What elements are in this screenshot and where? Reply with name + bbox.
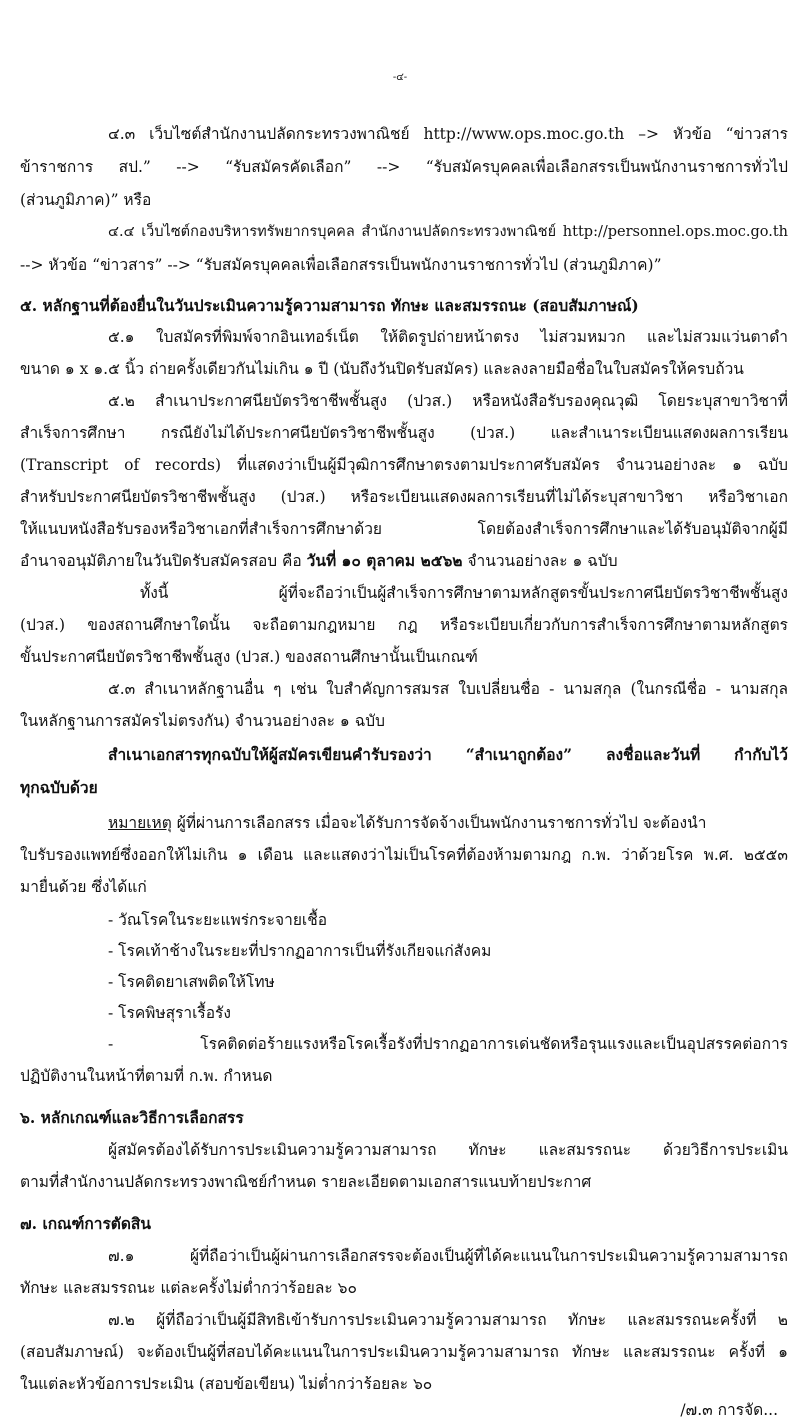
s4-line-4: ๔.๔ เว็บไซต์กองบริหารทรัพยากรบุคคล สำนักงานปลัดกระทรวงพาณิชย์ http://personnel.ops.moc.go.th <box>108 224 788 240</box>
s5-2-line-6 <box>20 551 618 571</box>
s4-line-3: (ส่วนภูมิภาค)” หรือ <box>20 191 152 209</box>
s7-2-line-3: ในแต่ละหัวข้อการประเมิน (สอบข้อเขียน) ไม่ต่ำกว่าร้อยละ ๖๐ <box>20 1375 433 1393</box>
note-line-2: ใบรับรองแพทย์ซึ่งออกให้ไม่เกิน ๑ เดือน และแสดงว่าไม่เป็นโรคที่ต้องห้ามตามกฎ ก.พ. ว่าด้วยโรค พ.ศ. ๒๕๕๓ <box>20 846 788 864</box>
note-label: หมายเหตุ <box>108 814 172 832</box>
disease-item: - โรคเท้าช้างในระยะที่ปรากฏอาการเป็นที่รังเกียจแก่สังคม <box>108 942 492 960</box>
s5-2-line-5: ให้แนบหนังสือรับรองหรือวิชาเอกที่สำเร็จการศึกษาด้วย โดยต้องสำเร็จการศึกษาและได้รับอนุมัติจากผู้มี <box>20 520 788 538</box>
disease-item: - โรคติดต่อร้ายแรงหรือโรคเรื้อรังที่ปรากฏอาการเด่นชัดหรือรุนแรงและเป็นอุปสรรคต่อการ <box>108 1035 788 1053</box>
s6-line-1: ผู้สมัครต้องได้รับการประเมินความรู้ความสามารถ ทักษะ และสมรรถนะ ด้วยวิธีการประเมิน <box>108 1141 788 1159</box>
certify-copy-line-1: สำเนาเอกสารทุกฉบับให้ผู้สมัครเขียนคำรับรองว่า “สำเนาถูกต้อง” ลงชื่อและวันที่ กำกับไว้ <box>108 745 788 764</box>
s5-1-line-1: ๕.๑ ใบสมัครที่พิมพ์จากอินเทอร์เน็ต ให้ติดรูปถ่ายหน้าตรง ไม่สวมหมวก และไม่สวมแว่นตาดำ <box>108 328 788 346</box>
s5-2-line-2: สำเร็จการศึกษา กรณียังไม่ได้ประกาศนียบัตรวิชาชีพชั้นสูง (ปวส.) และสำเนาระเบียนแสดงผลการเรียน <box>20 424 788 442</box>
s5-2-note-line-1: ทั้งนี้ ผู้ที่จะถือว่าเป็นผู้สำเร็จการศึกษาตามหลักสูตรขั้นประกาศนียบัตรวิชาชีพชั้นสูง <box>140 584 788 602</box>
certify-copy-line-2: ทุกฉบับด้วย <box>20 778 98 797</box>
note-line-1-text: ผู้ที่ผ่านการเลือกสรร เมื่อจะได้รับการจัดจ้างเป็นพนักงานราชการทั่วไป จะต้องนำ <box>171 814 707 832</box>
disease-item-continuation: ปฏิบัติงานในหน้าที่ตามที่ ก.พ. กำหนด <box>20 1067 273 1085</box>
s4-line-1: ๔.๓ เว็บไซต์สำนักงานปลัดกระทรวงพาณิชย์ http://www.ops.moc.go.th –> หัวข้อ “ข่าวสาร <box>108 125 788 143</box>
s5-2-line-6-tail: จำนวนอย่างละ ๑ ฉบับ <box>462 552 618 570</box>
s7-heading: ๗. เกณฑ์การตัดสิน <box>20 1214 151 1233</box>
s5-2-line-6-text: อำนาจอนุมัติภายในวันปิดรับสมัครสอบ คือ <box>20 552 307 570</box>
note-line-3: มายื่นด้วย ซึ่งได้แก่ <box>20 878 147 896</box>
note-line-1 <box>108 813 706 833</box>
s5-2-note-line-2: (ปวส.) ของสถานศึกษาใดนั้น จะถือตามกฎหมาย กฎ หรือระเบียบเกี่ยวกับการสำเร็จการศึกษาตามหลักสูตร <box>20 616 788 634</box>
s7-2-line-2: (สอบสัมภาษณ์) จะต้องเป็นผู้ที่สอบได้คะแนนในการประเมินความรู้ความสามารถ ทักษะ และสมรรถนะ ครั้งที่ ๑ <box>20 1343 788 1361</box>
s5-2-line-4: สำหรับประกาศนียบัตรวิชาชีพชั้นสูง (ปวส.) หรือระเบียนแสดงผลการเรียนที่ไม่ได้ระบุสาขาวิชา หรือวิชาเอก <box>20 488 788 506</box>
s6-line-2: ตามที่สำนักงานปลัดกระทรวงพาณิชย์กำหนด รายละเอียดตามเอกสารแนบท้ายประกาศ <box>20 1173 592 1191</box>
s5-3-line-1: ๕.๓ สำเนาหลักฐานอื่น ๆ เช่น ใบสำคัญการสมรส ใบเปลี่ยนชื่อ - นามสกุล (ในกรณีชื่อ - นามสกุล <box>108 680 788 698</box>
s4-line-5: --> หัวข้อ “ข่าวสาร” --> “รับสมัครบุคคลเพื่อเลือกสรรเป็นพนักงานราชการทั่วไป (ส่วนภูมิภาค)” <box>20 256 662 274</box>
deadline-date: วันที่ ๑๐ ตุลาคม ๒๕๖๒ <box>306 551 463 570</box>
s5-heading: ๕. หลักฐานที่ต้องยื่นในวันประเมินความรู้ความสามารถ ทักษะ และสมรรถนะ (สอบสัมภาษณ์) <box>20 296 639 315</box>
disease-item: - โรคติดยาเสพติดให้โทษ <box>108 973 275 991</box>
s5-1-line-2: ขนาด ๑ x ๑.๕ นิ้ว ถ่ายครั้งเดียวกันไม่เกิน ๑ ปี (นับถึงวันปิดรับสมัคร) และลงลายมือชื่อในใบสมัครให้ครบถ้วน <box>20 360 744 378</box>
s5-2-line-1: ๕.๒ สำเนาประกาศนียบัตรวิชาชีพชั้นสูง (ปวส.) หรือหนังสือรับรองคุณวุฒิ โดยระบุสาขาวิชาที่ <box>108 392 788 410</box>
s7-2-line-1: ๗.๒ ผู้ที่ถือว่าเป็นผู้มีสิทธิเข้ารับการประเมินความรู้ความสามารถ ทักษะ และสมรรถนะครั้งที่ ๒ <box>108 1311 788 1329</box>
page-number: -๔- <box>392 72 408 83</box>
s7-1-line-1: ๗.๑ ผู้ที่ถือว่าเป็นผู้ผ่านการเลือกสรรจะต้องเป็นผู้ที่ได้คะแนนในการประเมินความรู้ความสามารถ <box>108 1247 788 1265</box>
continuation-marker: /๗.๓ การจัด... <box>680 1401 778 1419</box>
disease-item: - โรคพิษสุราเรื้อรัง <box>108 1004 231 1022</box>
s6-heading: ๖. หลักเกณฑ์และวิธีการเลือกสรร <box>20 1108 244 1127</box>
s7-1-line-2: ทักษะ และสมรรถนะ แต่ละครั้งไม่ต่ำกว่าร้อยละ ๖๐ <box>20 1279 357 1297</box>
disease-item: - วัณโรคในระยะแพร่กระจายเชื้อ <box>108 911 328 929</box>
s4-line-2: ข้าราชการ สป.” --> “รับสมัครคัดเลือก” --> “รับสมัครบุคคลเพื่อเลือกสรรเป็นพนักงานราชการทั่วไป <box>20 158 788 176</box>
s5-3-line-2: ในหลักฐานการสมัครไม่ตรงกัน) จำนวนอย่างละ ๑ ฉบับ <box>20 712 385 730</box>
s5-2-note-line-3: ขั้นประกาศนียบัตรวิชาชีพชั้นสูง (ปวส.) ของสถานศึกษานั้นเป็นเกณฑ์ <box>20 648 478 666</box>
s5-2-line-3: (Transcript of records) ที่แสดงว่าเป็นผู้มีวุฒิการศึกษาตรงตามประกาศรับสมัคร จำนวนอย่างละ ๑ ฉบับ <box>20 456 788 474</box>
